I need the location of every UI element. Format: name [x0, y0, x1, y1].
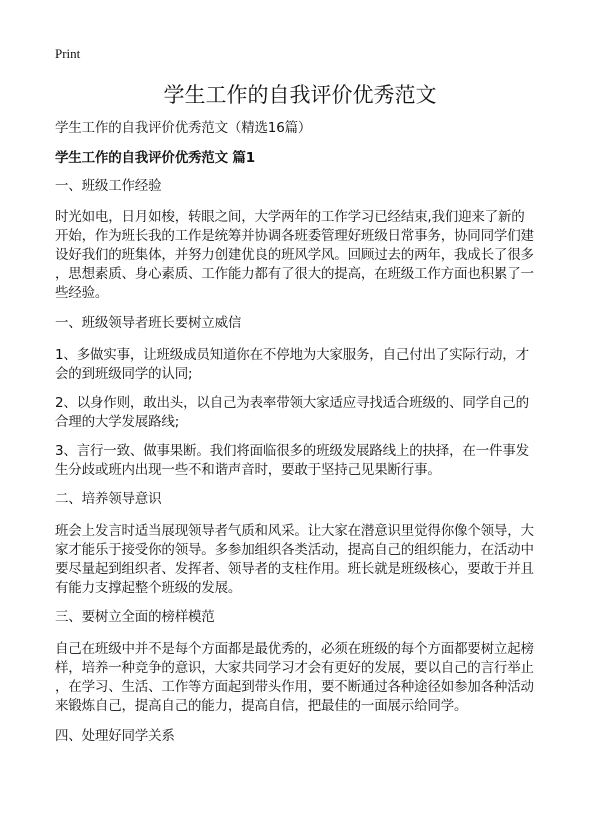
paragraph	[55, 394, 529, 432]
text-line: 有能力支撑起整个班级的发展。	[55, 580, 242, 596]
subheading	[55, 490, 161, 509]
page-title: 学生工作的自我评价优秀范文	[163, 83, 437, 107]
text-line: 样，培养一种竞争的意识，大家共同学习才会有更好的发展，要以自己的言行举止	[55, 660, 534, 676]
text-line: 1、多做实事，让班级成员知道你在不停地为大家服务，自己付出了实际行动，才	[55, 347, 529, 363]
paragraph	[55, 522, 534, 598]
text-line: 生分歧或班内出现一些不和谐声音时，要敢于坚持己见果断行事。	[55, 462, 441, 478]
text-line: 些经验。	[55, 285, 109, 301]
text-line: 合理的大学发展路线;	[55, 414, 180, 430]
print-link[interactable]: Print	[55, 46, 81, 61]
subheading	[55, 608, 215, 627]
text-line: 开始，作为班长我的工作是统筹并协调各班委管理好班级日常事务，协同同学们建	[55, 228, 534, 244]
paragraph	[55, 442, 529, 480]
text-line: 一、班级工作经验	[55, 178, 162, 194]
text-line: ，在学习、生活、工作等方面起到带头作用，要不断通过各种途径如参加各种活动	[55, 679, 534, 695]
subtitle: 学生工作的自我评价优秀范文（精选16篇）	[55, 120, 312, 136]
paragraph	[55, 346, 529, 384]
text-line: 要尽量起到组织者、发挥者、领导者的支柱作用。班长就是班级核心，要敢于并且	[55, 561, 534, 577]
text-line: 时光如电，日月如梭，转眼之间，大学两年的工作学习已经结束,我们迎来了新的	[55, 209, 525, 225]
text-line: 四、处理好同学关系	[55, 728, 175, 744]
text-line: 家才能乐于接受你的领导。多参加组织各类活动，提高自己的组织能力，在活动中	[55, 542, 534, 558]
text-line: 来锻炼自己，提高自己的能力，提高自信，把最佳的一面展示给同学。	[55, 698, 468, 714]
subheading	[55, 177, 161, 196]
paragraph	[55, 208, 534, 303]
text-line: 设好我们的班集体，并努力创建优良的班风学风。回顾过去的两年，我成长了很多	[55, 247, 534, 263]
text-line: 班会上发言时适当展现领导者气质和风采。让大家在潜意识里觉得你像个领导，大	[55, 523, 534, 539]
text-line: 一、班级领导者班长要树立威信	[55, 315, 242, 331]
text-line: 会的到班级同学的认同;	[55, 366, 193, 382]
paragraph	[55, 640, 534, 716]
text-line: 自己在班级中并不是每个方面都是最优秀的，必须在班级的每个方面都要树立起榜	[55, 641, 534, 657]
subheading	[55, 314, 241, 333]
text-line: 2、以身作则，敢出头，以自己为表率带领大家适应寻找适合班级的、同学自己的	[55, 395, 529, 411]
section-heading: 学生工作的自我评价优秀范文 篇1	[55, 150, 255, 166]
text-line: 二、培养领导意识	[55, 491, 162, 507]
text-line: ，思想素质、身心素质、工作能力都有了很大的提高，在班级工作方面也积累了一	[55, 266, 534, 282]
text-line: 三、要树立全面的榜样模范	[55, 609, 215, 625]
text-line: 3、言行一致、做事果断。我们将面临很多的班级发展路线上的抉择，在一件事发	[55, 443, 529, 459]
subheading	[55, 727, 175, 746]
